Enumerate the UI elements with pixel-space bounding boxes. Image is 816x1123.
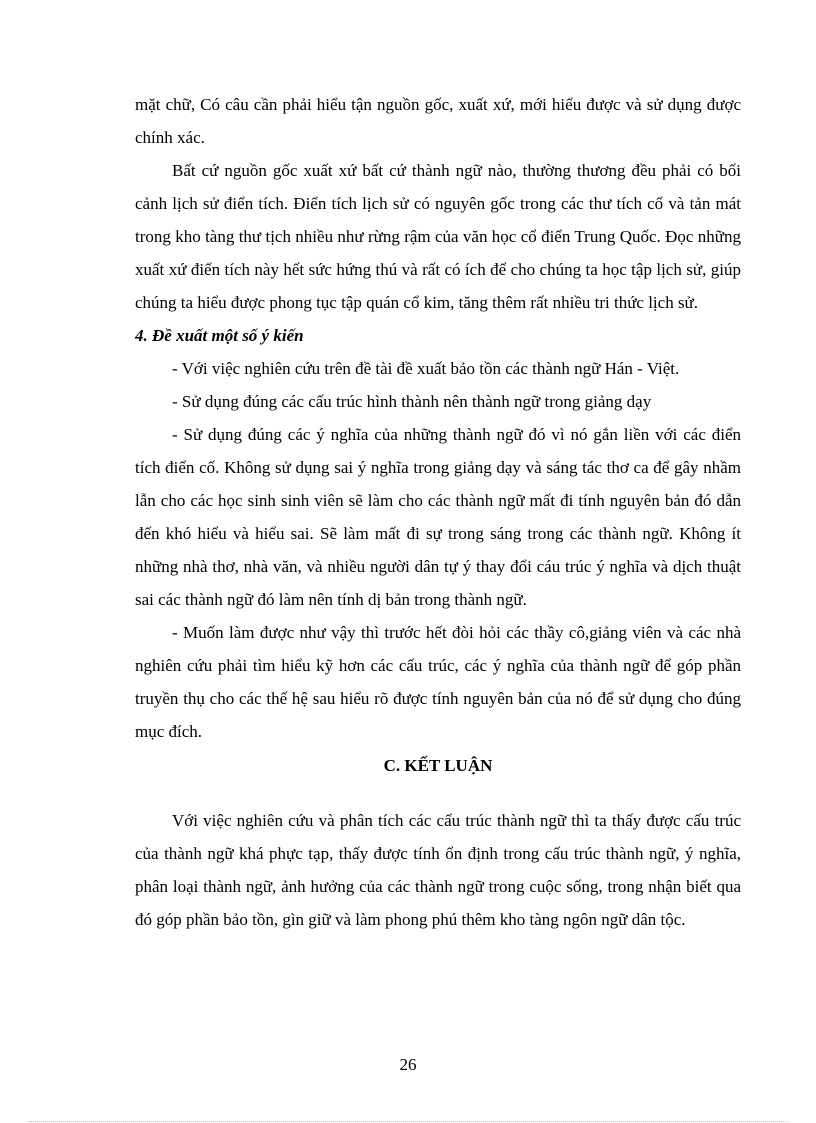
page-number: 26 [399,1055,417,1074]
paragraph-continuation: mặt chữ, Có câu cần phải hiểu tận nguồn gốc, xuất xứ, mới hiểu được và sử dụng được chính xác. [135,95,741,147]
bullet-item: - Sử dụng đúng các cấu trúc hình thành nên thành ngữ trong giảng dạy [172,392,652,411]
bottom-divider [28,1121,788,1122]
subheading-proposals: 4. Đề xuất một số ý kiến [135,326,304,345]
section-title-conclusion: C. KẾT LUẬN [383,756,493,775]
paragraph-conclusion: Với việc nghiên cứu và phân tích các cấu trúc thành ngữ thì ta thấy được cấu trúc của thành ngữ khá phực tạp, thấy được tính ổn định trong cấu trúc thành ngữ, ý nghĩa, phân loại thành ngữ, ảnh hưởng của các thành ngữ trong cuộc sống, trong nhận biết qua đó góp phần bảo tồn, gìn giữ và làm phong phú thêm kho tàng ngôn ngữ dân tộc. [135,811,741,929]
bullet-item: - Sử dụng đúng các ý nghĩa của những thành ngữ đó vì nó gắn liền với các điển tích điển cố. Không sử dụng sai ý nghĩa trong giảng dạy và sáng tác thơ ca để gây nhầm lẫn cho các học sinh sinh viên sẽ làm cho các thành ngữ mất đi tính nguyên bản đó dẫn đến khó hiểu và hiểu sai. Sẽ làm mất đi sự trong sáng trong các thành ngữ. Không ít những nhà thơ, nhà văn, và nhiều người dân tự ý thay đổi cáu trúc ý nghĩa và dịch thuật sai các thành ngữ đó làm nên tính dị bản trong thành ngữ. [135,425,741,609]
bullet-item: - Muốn làm được như vậy thì trước hết đòi hỏi các thầy cô,giảng viên và các nhà nghiên cứu phải tìm hiểu kỹ hơn các cấu trúc, các ý nghĩa của thành ngữ để góp phần truyền thụ cho các thế hệ sau hiểu rõ được tính nguyên bản của nó để sử dụng cho đúng mục đích. [135,623,741,741]
page-body [135,88,741,936]
bullet-item: - Với việc nghiên cứu trên đề tài đề xuất bảo tồn các thành ngữ Hán - Việt. [172,359,680,378]
paragraph-origin: Bất cứ nguồn gốc xuất xứ bất cứ thành ngữ nào, thường thương đều phải có bối cảnh lịch sử điển tích. Điển tích lịch sử có nguyên gốc trong các thư tích cổ và tản mát trong kho tàng thư tịch nhiều như rừng rậm của văn học cổ điển Trung Quốc. Đọc những xuất xứ điển tích này hết sức hứng thú và rất có ích để cho chúng ta học tập lịch sử, giúp chúng ta hiểu được phong tục tập quán cổ kim, tăng thêm rất nhiều tri thức lịch sử. [135,161,741,312]
